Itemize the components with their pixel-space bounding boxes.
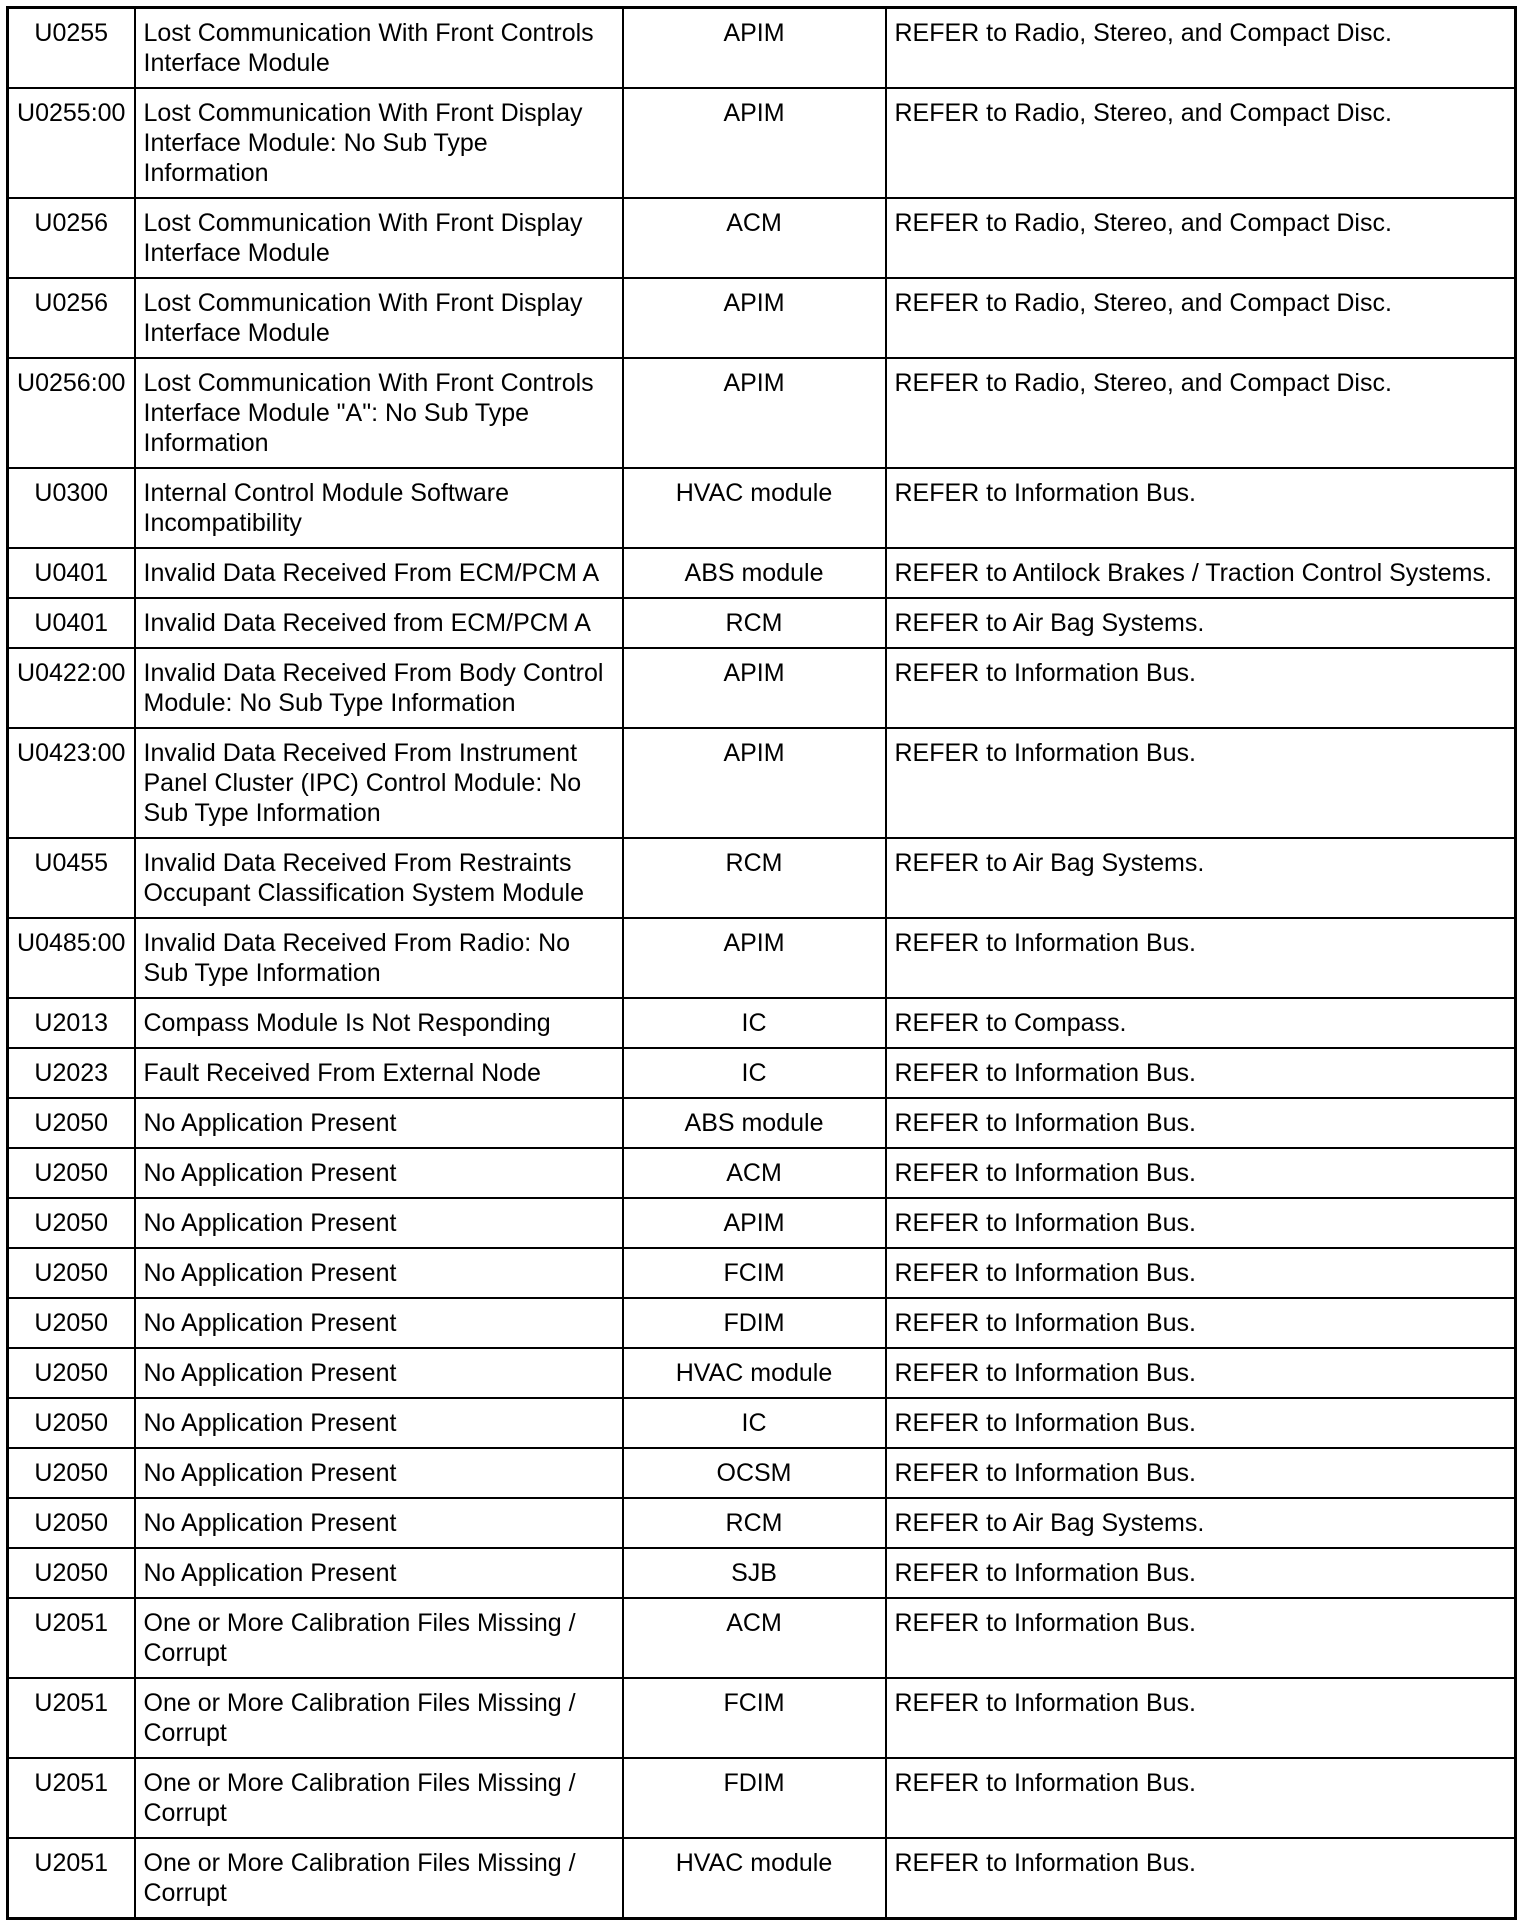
- dtc-code-cell: U2013: [8, 998, 135, 1048]
- module-cell: RCM: [623, 1498, 886, 1548]
- table-row: [8, 598, 1516, 648]
- dtc-description-cell: Invalid Data Received from ECM/PCM A: [135, 598, 623, 648]
- table-row: [8, 1448, 1516, 1498]
- action-cell: REFER to Radio, Stereo, and Compact Disc.: [886, 88, 1516, 198]
- dtc-code-cell: U2051: [8, 1758, 135, 1838]
- dtc-description-cell: Lost Communication With Front Display Interface Module: [135, 278, 623, 358]
- dtc-description-cell: Compass Module Is Not Responding: [135, 998, 623, 1048]
- dtc-description-cell: One or More Calibration Files Missing / Corrupt: [135, 1838, 623, 1919]
- module-cell: ACM: [623, 198, 886, 278]
- dtc-description-cell: Invalid Data Received From Instrument Panel Cluster (IPC) Control Module: No Sub Type Information: [135, 728, 623, 838]
- action-cell: REFER to Information Bus.: [886, 1298, 1516, 1348]
- dtc-code-cell: U0423:00: [8, 728, 135, 838]
- dtc-description-cell: Invalid Data Received From Body Control Module: No Sub Type Information: [135, 648, 623, 728]
- table-row: [8, 468, 1516, 548]
- dtc-code-cell: U2050: [8, 1448, 135, 1498]
- dtc-description-cell: No Application Present: [135, 1548, 623, 1598]
- action-cell: REFER to Air Bag Systems.: [886, 598, 1516, 648]
- action-cell: REFER to Information Bus.: [886, 1548, 1516, 1598]
- action-cell: REFER to Information Bus.: [886, 1398, 1516, 1448]
- module-cell: HVAC module: [623, 468, 886, 548]
- dtc-description-cell: Lost Communication With Front Controls Interface Module "A": No Sub Type Information: [135, 358, 623, 468]
- action-cell: REFER to Information Bus.: [886, 1148, 1516, 1198]
- table-row: [8, 1198, 1516, 1248]
- dtc-description-cell: No Application Present: [135, 1298, 623, 1348]
- dtc-code-cell: U0255: [8, 8, 135, 89]
- dtc-code-cell: U2050: [8, 1548, 135, 1598]
- table-row: [8, 998, 1516, 1048]
- dtc-code-cell: U2051: [8, 1838, 135, 1919]
- table-row: [8, 1298, 1516, 1348]
- action-cell: REFER to Radio, Stereo, and Compact Disc.: [886, 358, 1516, 468]
- dtc-code-cell: U2050: [8, 1148, 135, 1198]
- module-cell: FDIM: [623, 1298, 886, 1348]
- table-row: [8, 198, 1516, 278]
- table-row: [8, 358, 1516, 468]
- module-cell: RCM: [623, 598, 886, 648]
- module-cell: IC: [623, 1048, 886, 1098]
- dtc-code-cell: U0256:00: [8, 358, 135, 468]
- action-cell: REFER to Information Bus.: [886, 728, 1516, 838]
- dtc-code-cell: U2050: [8, 1498, 135, 1548]
- table-row: [8, 1398, 1516, 1448]
- action-cell: REFER to Radio, Stereo, and Compact Disc.: [886, 8, 1516, 89]
- dtc-description-cell: No Application Present: [135, 1148, 623, 1198]
- module-cell: OCSM: [623, 1448, 886, 1498]
- module-cell: FCIM: [623, 1678, 886, 1758]
- dtc-description-cell: One or More Calibration Files Missing / Corrupt: [135, 1598, 623, 1678]
- dtc-description-cell: Invalid Data Received From ECM/PCM A: [135, 548, 623, 598]
- dtc-code-cell: U2050: [8, 1348, 135, 1398]
- dtc-code-cell: U2050: [8, 1248, 135, 1298]
- dtc-code-cell: U0256: [8, 198, 135, 278]
- action-cell: REFER to Information Bus.: [886, 1448, 1516, 1498]
- module-cell: HVAC module: [623, 1838, 886, 1919]
- dtc-code-cell: U2050: [8, 1198, 135, 1248]
- dtc-code-cell: U0401: [8, 598, 135, 648]
- action-cell: REFER to Information Bus.: [886, 468, 1516, 548]
- dtc-description-cell: One or More Calibration Files Missing / Corrupt: [135, 1758, 623, 1838]
- module-cell: ACM: [623, 1598, 886, 1678]
- module-cell: APIM: [623, 728, 886, 838]
- action-cell: REFER to Information Bus.: [886, 1678, 1516, 1758]
- action-cell: REFER to Radio, Stereo, and Compact Disc.: [886, 198, 1516, 278]
- dtc-description-cell: No Application Present: [135, 1448, 623, 1498]
- dtc-code-cell: U2023: [8, 1048, 135, 1098]
- table-row: [8, 1148, 1516, 1198]
- module-cell: APIM: [623, 278, 886, 358]
- dtc-description-cell: No Application Present: [135, 1248, 623, 1298]
- dtc-code-cell: U2051: [8, 1678, 135, 1758]
- dtc-description-cell: No Application Present: [135, 1098, 623, 1148]
- dtc-code-cell: U0255:00: [8, 88, 135, 198]
- module-cell: RCM: [623, 838, 886, 918]
- module-cell: FCIM: [623, 1248, 886, 1298]
- module-cell: APIM: [623, 648, 886, 728]
- module-cell: IC: [623, 998, 886, 1048]
- module-cell: APIM: [623, 88, 886, 198]
- dtc-description-cell: No Application Present: [135, 1498, 623, 1548]
- dtc-code-cell: U0485:00: [8, 918, 135, 998]
- table-row: [8, 648, 1516, 728]
- dtc-code-cell: U0300: [8, 468, 135, 548]
- dtc-code-cell: U0256: [8, 278, 135, 358]
- module-cell: IC: [623, 1398, 886, 1448]
- dtc-description-cell: No Application Present: [135, 1348, 623, 1398]
- dtc-description-cell: Lost Communication With Front Display Interface Module: No Sub Type Information: [135, 88, 623, 198]
- module-cell: APIM: [623, 1198, 886, 1248]
- table-row: [8, 1678, 1516, 1758]
- action-cell: REFER to Radio, Stereo, and Compact Disc.: [886, 278, 1516, 358]
- table-row: [8, 1048, 1516, 1098]
- table-row: [8, 1548, 1516, 1598]
- table-row: [8, 8, 1516, 89]
- dtc-description-cell: One or More Calibration Files Missing / Corrupt: [135, 1678, 623, 1758]
- table-row: [8, 1348, 1516, 1398]
- module-cell: APIM: [623, 918, 886, 998]
- table-row: [8, 918, 1516, 998]
- table-row: [8, 1598, 1516, 1678]
- table-row: [8, 1098, 1516, 1148]
- dtc-code-cell: U2050: [8, 1298, 135, 1348]
- module-cell: SJB: [623, 1548, 886, 1598]
- action-cell: REFER to Information Bus.: [886, 1348, 1516, 1398]
- table-row: [8, 278, 1516, 358]
- dtc-description-cell: Invalid Data Received From Radio: No Sub Type Information: [135, 918, 623, 998]
- module-cell: FDIM: [623, 1758, 886, 1838]
- module-cell: APIM: [623, 358, 886, 468]
- action-cell: REFER to Information Bus.: [886, 918, 1516, 998]
- dtc-code-cell: U2050: [8, 1098, 135, 1148]
- dtc-description-cell: No Application Present: [135, 1398, 623, 1448]
- dtc-description-cell: Invalid Data Received From Restraints Occupant Classification System Module: [135, 838, 623, 918]
- dtc-table: [6, 6, 1517, 1920]
- dtc-table-body: [8, 8, 1516, 1919]
- table-row: [8, 88, 1516, 198]
- module-cell: ABS module: [623, 1098, 886, 1148]
- table-row: [8, 1498, 1516, 1548]
- table-row: [8, 1248, 1516, 1298]
- dtc-description-cell: Fault Received From External Node: [135, 1048, 623, 1098]
- action-cell: REFER to Information Bus.: [886, 1248, 1516, 1298]
- table-row: [8, 548, 1516, 598]
- action-cell: REFER to Air Bag Systems.: [886, 838, 1516, 918]
- dtc-code-cell: U0455: [8, 838, 135, 918]
- dtc-code-cell: U2050: [8, 1398, 135, 1448]
- dtc-description-cell: No Application Present: [135, 1198, 623, 1248]
- table-row: [8, 1758, 1516, 1838]
- action-cell: REFER to Information Bus.: [886, 1758, 1516, 1838]
- action-cell: REFER to Air Bag Systems.: [886, 1498, 1516, 1548]
- action-cell: REFER to Information Bus.: [886, 1838, 1516, 1919]
- table-row: [8, 838, 1516, 918]
- action-cell: REFER to Information Bus.: [886, 1098, 1516, 1148]
- action-cell: REFER to Information Bus.: [886, 1048, 1516, 1098]
- action-cell: REFER to Antilock Brakes / Traction Control Systems.: [886, 548, 1516, 598]
- dtc-description-cell: Lost Communication With Front Controls Interface Module: [135, 8, 623, 89]
- action-cell: REFER to Information Bus.: [886, 1198, 1516, 1248]
- table-row: [8, 728, 1516, 838]
- module-cell: ABS module: [623, 548, 886, 598]
- dtc-code-cell: U2051: [8, 1598, 135, 1678]
- action-cell: REFER to Information Bus.: [886, 648, 1516, 728]
- action-cell: REFER to Compass.: [886, 998, 1516, 1048]
- dtc-description-cell: Internal Control Module Software Incompatibility: [135, 468, 623, 548]
- dtc-code-cell: U0401: [8, 548, 135, 598]
- dtc-code-cell: U0422:00: [8, 648, 135, 728]
- module-cell: HVAC module: [623, 1348, 886, 1398]
- action-cell: REFER to Information Bus.: [886, 1598, 1516, 1678]
- module-cell: ACM: [623, 1148, 886, 1198]
- module-cell: APIM: [623, 8, 886, 89]
- dtc-description-cell: Lost Communication With Front Display Interface Module: [135, 198, 623, 278]
- table-row: [8, 1838, 1516, 1919]
